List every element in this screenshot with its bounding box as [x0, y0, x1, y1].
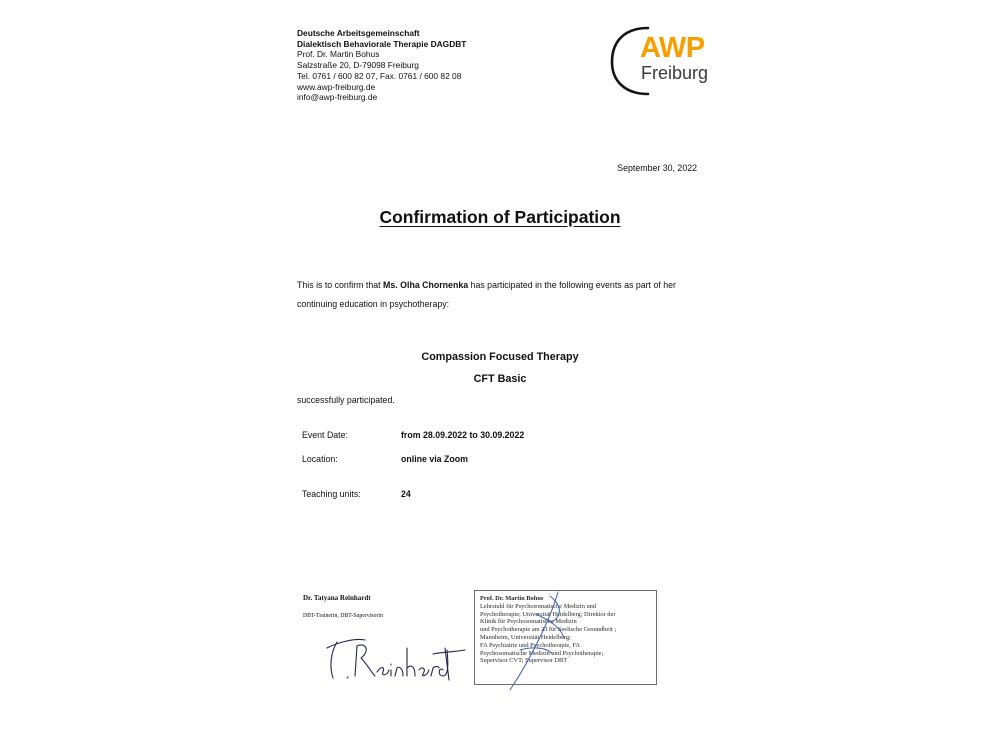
logo-text-awp: AWP: [640, 32, 705, 64]
stamp-line: Supervisor CVT; Supervisor DBT: [480, 657, 568, 665]
signatory-left-name: Dr. Tatyana Reinhardt: [303, 594, 371, 602]
detail-row-location: [302, 454, 468, 464]
course-subtitle: CFT Basic: [473, 373, 527, 385]
participant-name: Ms. Olha Chornenka: [383, 280, 469, 290]
document-title: Confirmation of Participation: [379, 207, 621, 227]
stamp-name: Prof. Dr. Martin Bohus: [480, 595, 544, 602]
sender-org-line-1: Deutsche Arbeitsgemeinschaft: [297, 28, 420, 38]
location-label: Location:: [302, 454, 338, 464]
detail-row-event-date: [302, 430, 525, 440]
logo-text-freiburg: Freiburg: [641, 63, 709, 83]
sender-phone: Tel. 0761 / 600 82 07, Fax. 0761 / 600 82 08: [297, 70, 462, 81]
intro-text-after: has participated in the following events as part of her continuing education in psychotherapy:: [297, 280, 676, 309]
stamp-line: FA Psychiatrie und Psychotherapie, FA: [480, 641, 581, 649]
event-date-label: Event Date:: [302, 430, 348, 440]
stamp-line: Klinik für Psychosomatische Medizin: [480, 618, 577, 626]
sender-web: www.awp-freiburg.de: [297, 81, 376, 92]
intro-paragraph: [297, 276, 717, 314]
teaching-units-label: Teaching units:: [302, 489, 361, 499]
sender-street: Salzstraße 20, D-79098 Freiburg: [297, 60, 419, 71]
stamp-line: und Psychotherapie am ZI für Seelische Gesundheit ;: [480, 626, 617, 634]
stamp-line: Psychotherapie; Universität Heidelberg; Direktor der: [480, 610, 616, 618]
handwritten-signature-reinhardt: [325, 630, 470, 685]
course-title: Compassion Focused Therapy: [421, 351, 579, 363]
success-text: successfully participated.: [297, 395, 395, 405]
stamp-line: Mannheim, Universität Heidelberg;: [480, 633, 571, 641]
sender-email: info@awp-freiburg.de: [297, 92, 378, 103]
detail-row-teaching-units: [302, 489, 411, 499]
stamp-line: Psychosomatische Medizin und Psychotherapie;: [480, 649, 604, 657]
sender-org-line-2: Dialektisch Behaviorale Therapie DAGDBT: [297, 38, 467, 49]
signatory-left: [303, 594, 383, 619]
signatory-left-role: DBT-Trainerin, DBT-Supervisorin: [303, 613, 383, 619]
letter-date: September 30, 2022: [617, 163, 697, 173]
stamp-line: Lehrstuhl für Psychosomatische Medizin und: [480, 602, 597, 610]
sender-address-block: [297, 28, 466, 103]
location-value: online via Zoom: [401, 454, 468, 464]
handwritten-signature-bohus: [490, 590, 600, 695]
event-date-value: from 28.09.2022 to 30.09.2022: [401, 430, 525, 440]
teaching-units-value: 24: [401, 489, 411, 499]
awp-freiburg-logo: [608, 24, 718, 98]
intro-text-before: This is to confirm that: [297, 280, 384, 290]
sender-person: Prof. Dr. Martin Bohus: [297, 49, 380, 60]
